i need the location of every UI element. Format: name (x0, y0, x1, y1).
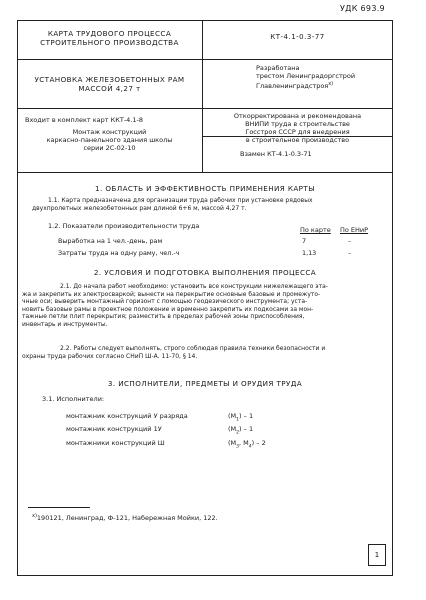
table-row-label: Затраты труда на одну раму, чел.-ч (58, 249, 180, 257)
kit-description: Монтаж конструкций каркасно-панельного здания школы серии 2С-02-10 (46, 128, 173, 152)
footnote-rule (28, 507, 90, 508)
divider (17, 59, 202, 60)
card-title: КАРТА ТРУДОВОГО ПРОЦЕССА СТРОИТЕЛЬНОГО ПРОИЗВОДСТВА (40, 29, 179, 47)
recommended-block: Откорректирована и рекомендована ВНИПИ труда в строительстве Госстроя СССР для внедрения в строительное производство (233, 112, 362, 144)
section-2-paragraph-1: 2.1. До начала работ необходимо: установить все конструкции нижележащего эта- жа и закрепить их электросваркой; вынести на перекрытие основные базовые и промежуто- чные оси; выверить монтажный горизонт с помощью геодезического инструмента; уста- новить базовые рамы в проектное положение и временно закрепить их подкосами за мон- тажные петли плит перекрытия; разместить в пределах рабочей зоны приспособления, инвентарь и инструменты. (22, 283, 328, 328)
worker-label: монтажник конструкций 1У (66, 425, 162, 433)
udk-code: УДК 693.9 (340, 4, 385, 13)
page-number: 1 (368, 544, 386, 566)
divider (202, 20, 203, 172)
divider (17, 172, 393, 173)
card-code: КТ-4.1-0.3-77 (270, 33, 325, 41)
table-row-label: Выработка на 1 чел.-день, рам (58, 237, 163, 245)
replaces-note: Взамен КТ-4.1-0.3-71 (240, 150, 312, 158)
divider (17, 108, 393, 109)
worker-label: монтажник конструкций У разряда (66, 412, 188, 420)
footnote: $^{x)}$190121, Ленинград, Ф-121, Набережная Мойки, 122. (32, 513, 218, 523)
section-1-title: 1. ОБЛАСТЬ И ЭФФЕКТИВНОСТЬ ПРИМЕНЕНИЯ КАРТЫ (95, 184, 315, 193)
section-1-paragraph-2: 1.2. Показатели производительности труда (48, 222, 200, 230)
developer-block: Разработана трестом Ленинградоргстрой Главленинградстроя$^{x)}$ (256, 64, 356, 91)
worker-code: ($М_3$, $М_4) - 2$ (228, 439, 266, 450)
section-2-paragraph-2: 2.2. Работы следует выполнять, строго соблюдая правила техники безопасности и охраны труда рабочих согласно СНиП Ш-А. 11-70, § 14. (22, 345, 326, 360)
worker-code: $(М_2) - 1$ (228, 425, 254, 436)
worker-code: $(М_1) - 1$ (228, 412, 254, 423)
table-row-card: 1,13 (302, 249, 317, 257)
worker-label: монтажники конструкций Ш (66, 439, 165, 447)
table-row-enir: – (348, 237, 352, 245)
section-3-title: 3. ИСПОЛНИТЕЛИ, ПРЕДМЕТЫ И ОРУДИЯ ТРУДА (107, 379, 303, 388)
column-header-card: По карте (300, 226, 331, 234)
divider (202, 59, 393, 60)
work-title: УСТАНОВКА ЖЕЛЕЗОБЕТОННЫХ РАМ МАССОЙ 4,27 т (34, 75, 185, 93)
section-2-title: 2. УСЛОВИЯ И ПОДГОТОВКА ВЫПОЛНЕНИЯ ПРОЦЕССА (93, 268, 317, 277)
section-3-paragraph-1: 3.1. Исполнители: (42, 395, 105, 403)
section-1-paragraph-1: 1.1. Карта предназначена для организации труда рабочих при установке рядовых двухпролетных железобетонных рам длиной 6+6 м, массой 4,27 т. (32, 197, 313, 212)
table-row-card: 7 (302, 237, 307, 245)
table-row-enir: – (348, 249, 352, 257)
kit-line: Входит в комплект карт ККТ-4.1-8 (25, 116, 143, 124)
column-header-enir: По ЕНиР (340, 226, 369, 234)
